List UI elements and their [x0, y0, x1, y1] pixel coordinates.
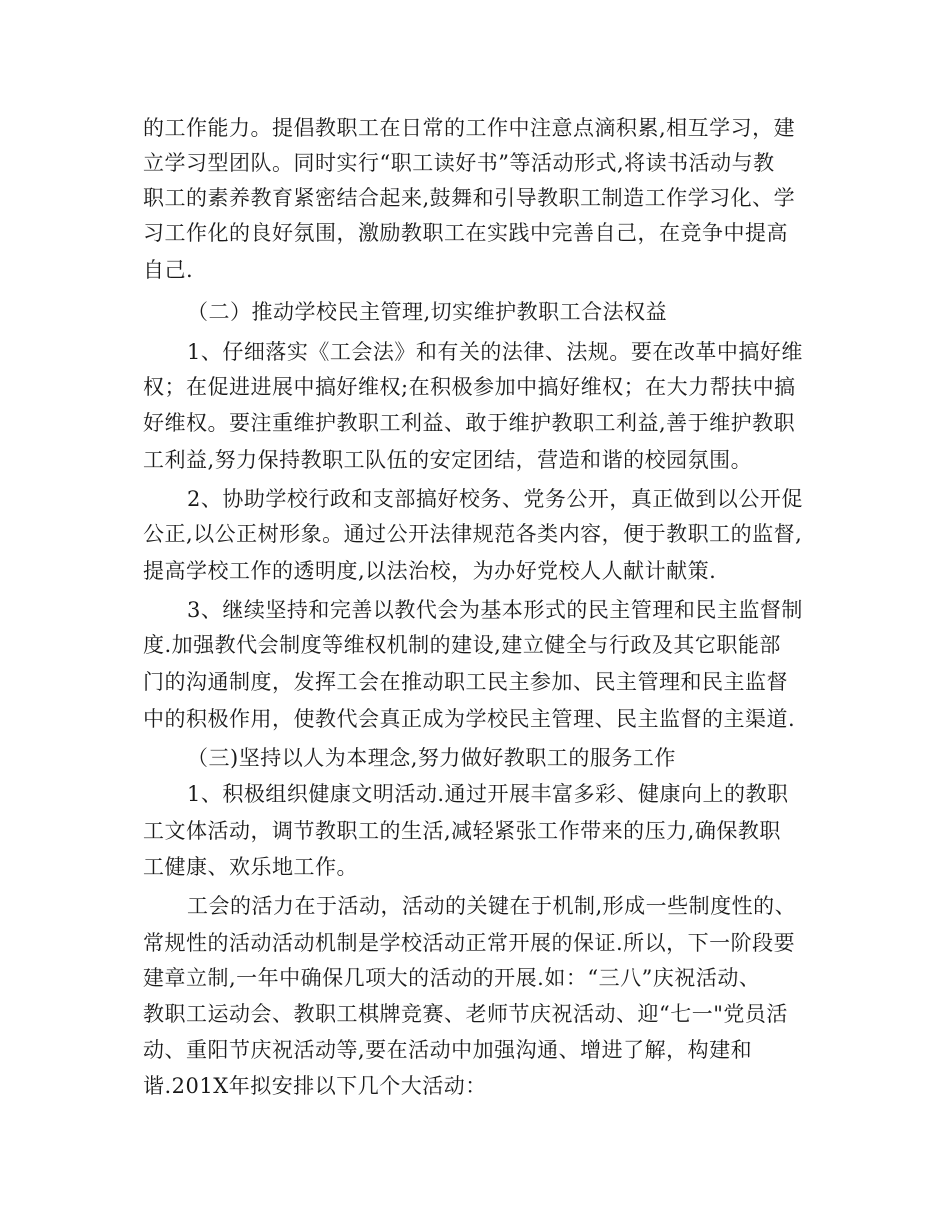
text-line: 常规性的活动活动机制是学校活动正常开展的保证.所以，下一阶段要 [143, 931, 796, 955]
text-line: 建章立制,一年中确保几项大的活动的开展.如：“三八”庆祝活动、 [143, 966, 761, 990]
text-line: 习工作化的良好氛围，激励教职工在实践中完善自己，在竞争中提高 [143, 221, 788, 245]
text-line: 工文体活动，调节教职工的生活,减轻紧张工作带来的压力,确保教职 [143, 819, 781, 843]
text-line: 1、积极组织健康文明活动.通过开展丰富多彩、健康向上的教职 [187, 782, 789, 806]
section-heading: （二）推动学校民主管理,切实维护教职工合法权益 [187, 300, 668, 324]
text-line: 3、继续坚持和完善以教代会为基本形式的民主管理和民主监督制 [187, 598, 803, 622]
text-line: 工健康、欢乐地工作。 [143, 855, 358, 879]
text-line: 自己. [143, 258, 194, 282]
text-line: 教职工运动会、教职工棋牌竞赛、老师节庆祝活动、迎“七一"党员活 [143, 1002, 788, 1026]
text-line: 度.加强教代会制度等维权机制的建设,建立健全与行政及其它职能部 [143, 633, 781, 657]
text-line: 中的积极作用，使教代会真正成为学校民主管理、民主监督的主渠道. [143, 707, 796, 731]
text-line: 门的沟通制度，发挥工会在推动职工民主参加、民主管理和民主监督 [143, 670, 788, 694]
text-line: 谐.201X年拟安排以下几个大活动： [143, 1074, 487, 1098]
text-line: 工利益,努力保持教职工队伍的安定团结，营造和谐的校园氛围。 [143, 448, 753, 472]
text-line: 1、仔细落实《工会法》和有关的法律、法规。要在改革中搞好维 [187, 340, 803, 364]
text-line: 立学习型团队。同时实行“职工读好书”等活动形式,将读书活动与教 [143, 151, 775, 175]
text-line: 的工作能力。提倡教职工在日常的工作中注意点滴积累,相互学习，建 [143, 116, 796, 140]
text-line: 工会的活力在于活动，活动的关键在于机制,形成一些制度性的、 [187, 894, 797, 918]
section-heading: （三)坚持以人为本理念,努力做好教职工的服务工作 [187, 746, 676, 770]
text-line: 动、重阳节庆祝活动等,要在活动中加强沟通、增进了解，构建和 [143, 1038, 753, 1062]
text-line: 2、协助学校行政和支部搞好校务、党务公开，真正做到以公开促 [187, 487, 803, 511]
text-line: 公正,以公正树形象。通过公开法律规范各类内容，便于教职工的监督, [143, 522, 803, 546]
text-line: 权；在促进进展中搞好维权;在积极参加中搞好维权；在大力帮扶中搞 [143, 375, 796, 399]
text-line: 职工的素养教育紧密结合起来,鼓舞和引导教职工制造工作学习化、学 [143, 186, 796, 210]
text-line: 好维权。要注重维护教职工利益、敢于维护教职工利益,善于维护教职 [143, 411, 796, 435]
text-line: 提高学校工作的透明度,以法治校，为办好党校人人献计献策. [143, 559, 717, 583]
